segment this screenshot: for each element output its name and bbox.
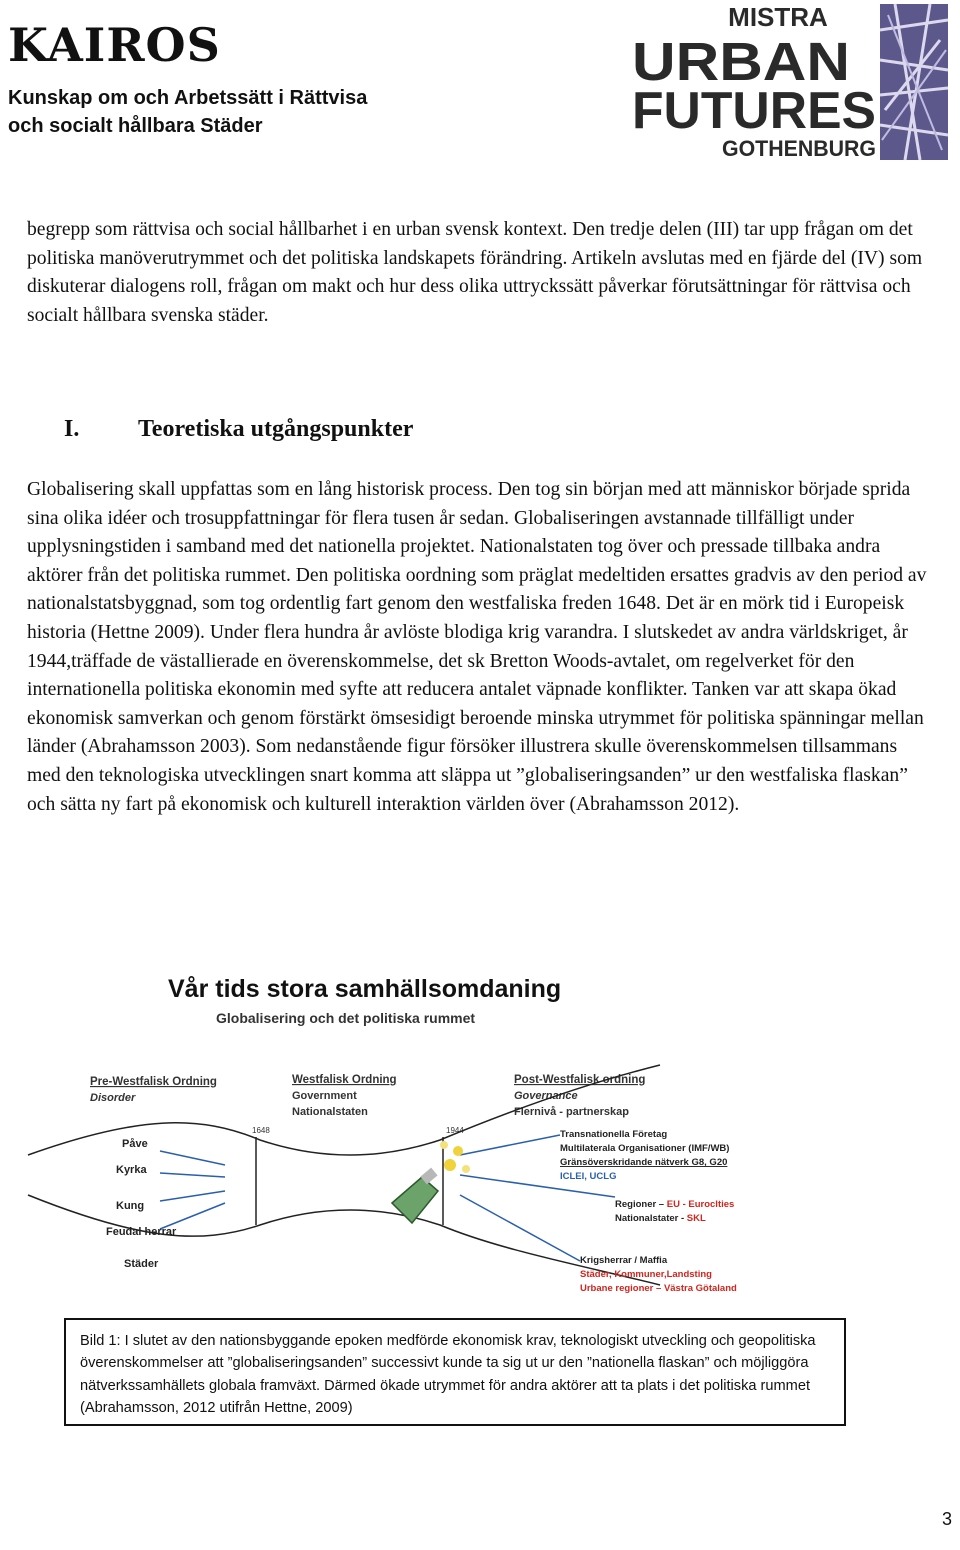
main-paragraph: Globalisering skall uppfattas som en lång historisk process. Den tog sin början med att människor började sprida sina olika idéer och trosuppfattningar för flera tusen år sedan. Globaliseringen avstannade tillfälligt under upplysningstiden i samband med det nationella projektet. Nationalstaten tog över och pressade tillbaka andra aktörer från det politiska rummet. Den politiska oordning som präglat medeltiden ersattes gradvis av den period av nationalstatsbyggnad, som tog ordentlig fart genom den westfaliska freden 1648. Det är en mörk tid i Europeisk historia (Hettne 2009). Under flera hundra år avlöste blodiga krig varandra. I slutskedet av andra världskriget, år 1944,träffade de västallierade en överenskommelse, det sk Bretton Woods-avtalet, om regelverket för den internationella politiska ekonomin med syfte att reducera antalet väpnade konflikter. Tanken var att skapa ökad ekonomisk samverkan och genom förstärkt ömsesidigt beroende minska utrymmet för politiska spänningar mellan länder (Abrahamsson 2003). Som nedanstående figur försöker illustrera skulle överenskommelsen tillsammans med den teknologiska utvecklingen snart komma att släppa ut ”globaliseringsanden” ur den westfaliska flaskan” och sätta ny fart på ekonomisk och kulturell interaktion världen över (Abrahamsson 2012). xyxy=(27,479,927,815)
city-map-icon xyxy=(880,4,948,160)
kairos-logo: KAIROS xyxy=(8,18,221,72)
nationalstater-red: SKL xyxy=(686,1213,706,1224)
left-item-0: Påve xyxy=(122,1138,148,1150)
regioner-line xyxy=(615,1199,734,1210)
intro-paragraph: begrepp som rättvisa och social hållbarhet i en urban svensk kontext. Den tredje delen (III) tar upp frågan om det politiska manöverutrymmet och det politiska landskapets förändring. Artikeln avslutas med en fjärde del (IV) som diskuterar dialogens roll, frågan om makt och hur dess olika uttryckssätt påverkar förutsättningar för rättvisa och socialt hållbara svenska städer. xyxy=(27,219,923,326)
nationalstater-line xyxy=(615,1213,706,1224)
col2-title: Westfalisk Ordning xyxy=(292,1074,397,1086)
right-lower-2: Urbane regioner – Västra Götaland xyxy=(580,1283,737,1294)
year-1944-label: 1944 xyxy=(446,1126,464,1135)
right-upper-0: Transnationella Företag xyxy=(560,1129,668,1140)
mistra-city: GOTHENBURG xyxy=(722,136,876,161)
regioner-label: Regioner – xyxy=(615,1199,667,1210)
col1-title: Pre-Westfalisk Ordning xyxy=(90,1076,217,1088)
left-arrows xyxy=(160,1151,225,1229)
figure-title: Vår tids stora samhällsomdaning xyxy=(168,975,562,1003)
col3-sub2: Flernivå - partnerskap xyxy=(514,1106,629,1118)
mistra-futures: FUTURES xyxy=(632,82,876,140)
right-upper-3: ICLEI, UCLG xyxy=(560,1171,617,1182)
section-title: Teoretiska utgångspunkter xyxy=(138,416,414,442)
left-item-1: Kyrka xyxy=(116,1164,147,1176)
col2-sub1: Government xyxy=(292,1090,357,1102)
right-upper-1: Multilaterala Organisationer (IMF/WB) xyxy=(560,1143,730,1154)
kairos-subtitle: Kunskap om och Arbetssätt i Rättvisa och socialt hållbara Städer xyxy=(8,87,368,137)
mistra-top: MISTRA xyxy=(728,2,828,32)
right-upper-2: Gränsöverskridande nätverk G8, G20 xyxy=(560,1157,728,1168)
figure-caption: Bild 1: I slutet av den nationsbyggande epoken medförde ekonomisk krav, teknologiskt utveckling och geopolitiska överenskommelser att ”globaliseringsanden” successivt kunde ta sig ut ur den ”nationella flaskan” och möjliggöra nätverkssamhällets globala framväxt. Därmed ökade utrymmet för andra aktörer att ta plats i det politiska rummet (Abrahamsson, 2012 utifrån Hettne, 2009) xyxy=(64,1318,846,1426)
globalization-figure xyxy=(20,965,780,1310)
col3-sub1: Governance xyxy=(514,1090,578,1102)
mistra-urban-futures-logo xyxy=(630,0,952,162)
figure-subtitle: Globalisering och det politiska rummet xyxy=(216,1010,476,1026)
year-1648-label: 1648 xyxy=(252,1126,270,1135)
col3-title: Post-Westfalisk ordning xyxy=(514,1074,646,1086)
right-lower-1: Städer, Kommuner,Landsting xyxy=(580,1269,712,1280)
right-lower-0: Krigsherrar / Maffia xyxy=(580,1255,668,1266)
nationalstater-label: Nationalstater - xyxy=(615,1213,687,1224)
left-item-2: Kung xyxy=(116,1200,145,1212)
bottle-illustration xyxy=(392,1141,470,1223)
section-heading xyxy=(64,416,413,443)
left-item-3: Feudal herrar xyxy=(106,1226,177,1238)
section-number: I. xyxy=(64,416,80,442)
col2-sub2: Nationalstaten xyxy=(292,1106,368,1118)
left-item-4: Städer xyxy=(124,1258,159,1270)
regioner-red: EU - Euroclties xyxy=(666,1199,735,1210)
page-number: 3 xyxy=(941,1509,952,1529)
mistra-urban: URBAN xyxy=(632,32,850,92)
col1-sub: Disorder xyxy=(90,1092,136,1104)
